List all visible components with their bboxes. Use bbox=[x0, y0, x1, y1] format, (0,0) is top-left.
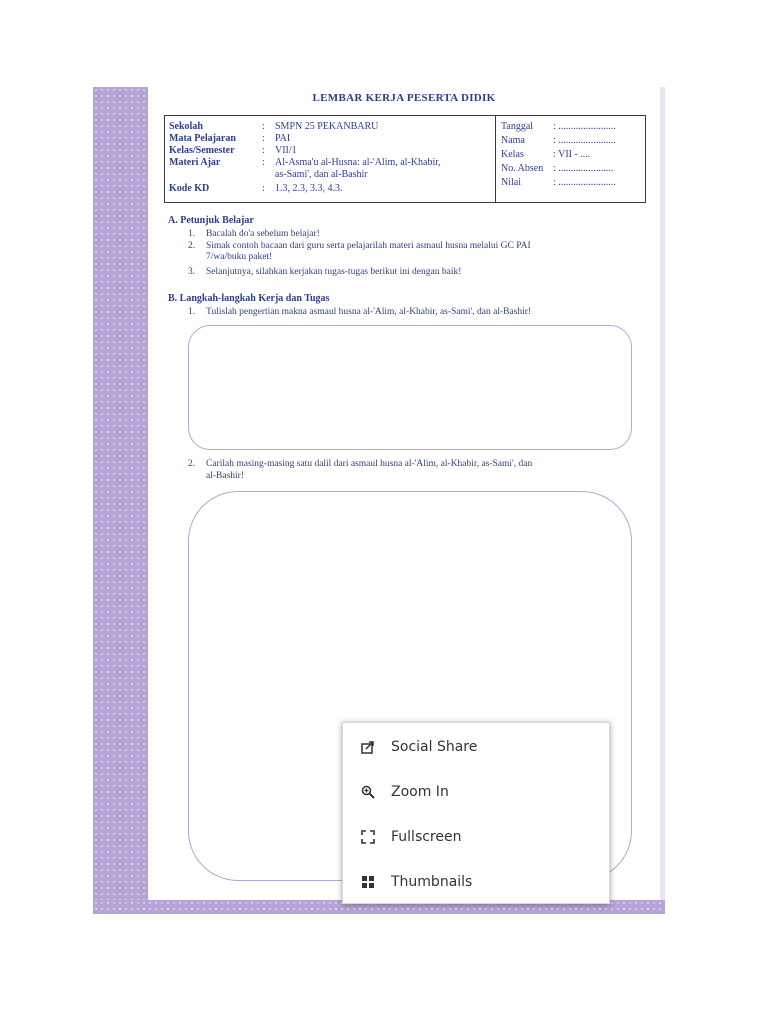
section-a-heading: A. Petunjuk Belajar bbox=[168, 215, 254, 226]
info-colon: : bbox=[262, 145, 265, 156]
item-number: 2. bbox=[188, 459, 196, 469]
info-value: VII/1 bbox=[275, 145, 297, 156]
info-value: PAI bbox=[275, 133, 291, 144]
info-colon: : bbox=[262, 133, 265, 144]
thumbnails-icon bbox=[361, 875, 375, 889]
student-value: : VII - .... bbox=[553, 149, 591, 160]
fullscreen-icon bbox=[361, 830, 375, 844]
menu-item-label: Fullscreen bbox=[391, 829, 462, 845]
answer-box-1 bbox=[188, 325, 632, 450]
info-label: Mata Pelajaran bbox=[169, 133, 236, 144]
student-label: Nilai bbox=[501, 177, 521, 188]
student-value: : ...................... bbox=[553, 163, 614, 174]
item-number: 1. bbox=[188, 229, 196, 239]
section-b-heading: B. Langkah-langkah Kerja dan Tugas bbox=[168, 293, 330, 304]
info-table bbox=[164, 115, 646, 203]
school-info bbox=[165, 116, 496, 202]
worksheet-title: LEMBAR KERJA PESERTA DIDIK bbox=[312, 92, 496, 104]
student-value: : ....................... bbox=[553, 177, 616, 188]
item-text: al-Bashir! bbox=[206, 471, 244, 481]
item-text: Tulislah pengertian makna asmaul husna al-'Alim, al-Khabir, as-Sami', dan al-Bashir! bbox=[206, 307, 532, 317]
item-text: Carilah masing-masing satu dalil dari asmaul husna al-'Alim, al-Khabir, as-Sami', dan bbox=[206, 459, 533, 469]
info-label: Sekolah bbox=[169, 121, 203, 132]
info-label: Kode KD bbox=[169, 183, 210, 194]
info-label: Materi Ajar bbox=[169, 157, 221, 168]
info-value: 1.3, 2.3, 3.3, 4.3. bbox=[275, 183, 343, 194]
student-label: Tanggal bbox=[501, 121, 534, 132]
info-label: Kelas/Semester bbox=[169, 145, 235, 156]
item-number: 2. bbox=[188, 241, 196, 251]
info-value: SMPN 25 PEKANBARU bbox=[275, 121, 379, 132]
item-number: 3. bbox=[188, 267, 196, 277]
menu-item-zoom-in[interactable] bbox=[343, 770, 609, 814]
menu-item-label: Zoom In bbox=[391, 784, 449, 800]
info-value: Al-Asma'u al-Husna: al-'Alim, al-Khabir, bbox=[275, 157, 441, 168]
info-colon: : bbox=[262, 157, 265, 168]
menu-item-label: Social Share bbox=[391, 739, 478, 755]
menu-item-fullscreen[interactable] bbox=[343, 815, 609, 859]
student-label: Nama bbox=[501, 135, 525, 146]
student-value: : ....................... bbox=[553, 135, 616, 146]
info-value: as-Sami', dan al-Bashir bbox=[275, 169, 368, 180]
decorative-left-bar bbox=[93, 87, 148, 914]
item-number: 1. bbox=[188, 307, 196, 317]
info-colon: : bbox=[262, 183, 265, 194]
zoom-in-icon bbox=[361, 785, 375, 799]
item-text: Simak contoh bacaan dari guru serta pelajarilah materi asmaul husna melalui GC PAI bbox=[206, 241, 531, 251]
student-label: Kelas bbox=[501, 149, 524, 160]
share-icon bbox=[361, 740, 375, 754]
menu-item-social-share[interactable] bbox=[343, 725, 609, 769]
info-colon: : bbox=[262, 121, 265, 132]
menu-item-label: Thumbnails bbox=[391, 874, 473, 890]
item-text: Selanjutnya, silahkan kerjakan tugas-tugas berikut ini dengan baik! bbox=[206, 267, 462, 277]
context-menu bbox=[342, 722, 610, 904]
item-text: Bacalah do'a sebelum belajar! bbox=[206, 229, 320, 239]
student-info bbox=[496, 116, 645, 202]
menu-item-thumbnails[interactable] bbox=[343, 860, 609, 904]
student-value: : ....................... bbox=[553, 121, 616, 132]
item-text: 7/wa/buku paket! bbox=[206, 252, 273, 262]
decorative-right-edge bbox=[660, 87, 665, 914]
student-label: No. Absen bbox=[501, 163, 544, 174]
